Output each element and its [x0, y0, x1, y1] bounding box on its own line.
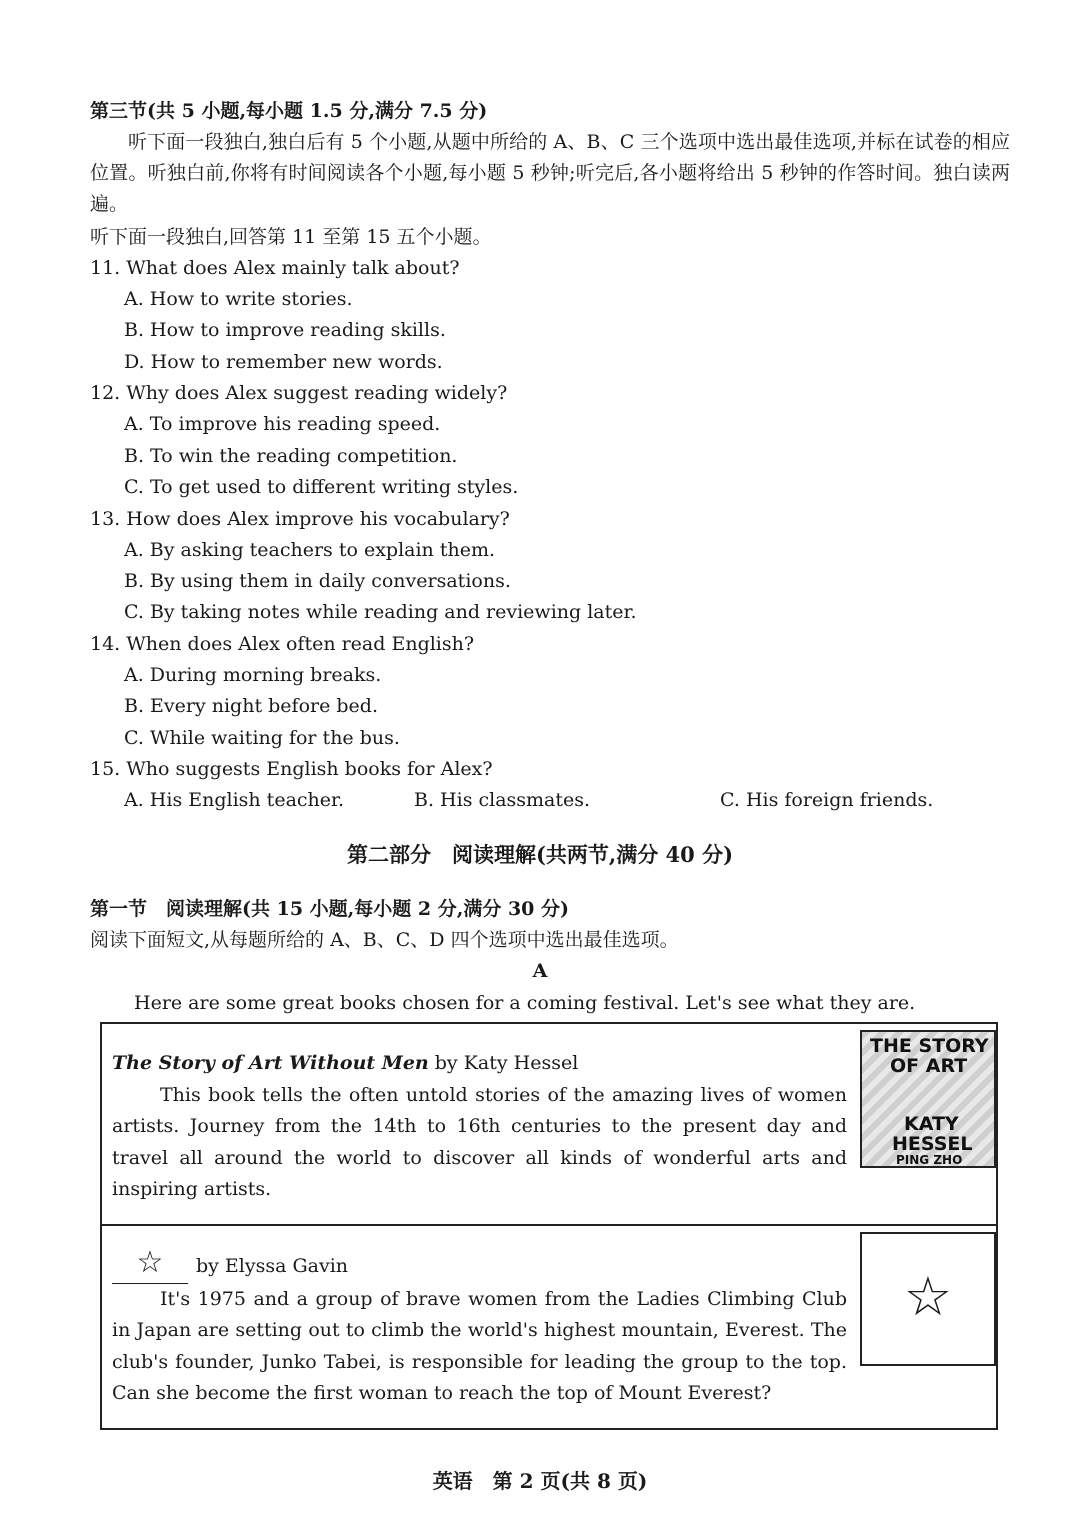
section-prompt: 阅读下面短文,从每题所给的 A、B、C、D 四个选项中选出最佳选项。: [90, 929, 679, 951]
book-description: This book tells the often untold stories of the amazing lives of women artists. Journey from the 14th to 16th centuries to the present day and travel all around the world to discover all kinds of wonderful arts and inspiring artists.: [112, 1083, 847, 1200]
answer-option: B. To win the reading competition.: [124, 445, 458, 467]
star-icon: ☆: [136, 1245, 164, 1280]
book-heading-line: [112, 1048, 847, 1080]
answer-option: A. During morning breaks.: [124, 664, 382, 686]
book-description-block: [112, 1246, 847, 1410]
star-icon: ☆: [903, 1265, 953, 1328]
answer-option: D. How to remember new words.: [124, 351, 443, 373]
book-cover: [860, 1030, 996, 1168]
listening-prompt: 听下面一段独白,回答第 11 至第 15 五个小题。: [90, 226, 492, 248]
page-footer: 英语 第 2 页(共 8 页): [432, 1469, 648, 1493]
section-instructions: 听下面一段独白,独白后有 5 个小题,从题中所给的 A、B、C 三个选项中选出最佳选项,并标在试卷的相应位置。听独白前,你将有时间阅读各个小题,每小题 5 秒钟;听完后,各小题将给出 5 秒钟的作答时间。独白读两遍。: [90, 131, 1010, 215]
book-description-block: [112, 1048, 847, 1206]
question-stem: 11. What does Alex mainly talk about?: [90, 257, 460, 279]
section-heading: 第三节(共 5 小题,每小题 1.5 分,满分 7.5 分): [90, 100, 488, 122]
passage-intro: Here are some great books chosen for a coming festival. Let's see what they are.: [134, 992, 916, 1014]
book-description: It's 1975 and a group of brave women from the Ladies Climbing Club in Japan are setting out to climb the world's highest mountain, Everest. The club's founder, Junko Tabei, is responsible for leading the group to the top. Can she become the first woman to reach the top of Mount Everest?: [112, 1287, 847, 1404]
book-title: The Story of Art Without Men: [112, 1052, 429, 1074]
question-stem: 14. When does Alex often read English?: [90, 633, 475, 655]
cover-title-line: OF ART: [890, 1055, 968, 1077]
book-entry: [100, 1022, 998, 1226]
star-title-blank: [112, 1246, 188, 1284]
question-stem: 15. Who suggests English books for Alex?: [90, 758, 493, 780]
answer-option: A. His English teacher.: [124, 789, 345, 811]
book-heading-line: [112, 1246, 847, 1284]
cover-illustrator-line: PING ZHO: [896, 1153, 963, 1167]
answer-option: A. To improve his reading speed.: [124, 413, 441, 435]
question-stem: 13. How does Alex improve his vocabulary?: [90, 508, 510, 530]
section-heading: 第一节 阅读理解(共 15 小题,每小题 2 分,满分 30 分): [90, 898, 569, 920]
answer-option: C. To get used to different writing styles.: [124, 476, 519, 498]
answer-option: B. How to improve reading skills.: [124, 319, 446, 341]
cover-title-line: THE STORY: [870, 1035, 989, 1057]
book-entry: [100, 1224, 998, 1430]
answer-option: B. By using them in daily conversations.: [124, 570, 511, 592]
passage-label: A: [532, 960, 548, 982]
answer-option: C. His foreign friends.: [720, 789, 934, 811]
answer-option: B. His classmates.: [414, 789, 591, 811]
answer-option: A. By asking teachers to explain them.: [124, 539, 496, 561]
cover-author-line: HESSEL: [892, 1133, 973, 1155]
answer-option: B. Every night before bed.: [124, 695, 378, 717]
answer-option: C. By taking notes while reading and reviewing later.: [124, 601, 637, 623]
answer-option: A. How to write stories.: [124, 288, 353, 310]
question-stem: 12. Why does Alex suggest reading widely?: [90, 382, 508, 404]
book-author: by Katy Hessel: [428, 1052, 579, 1074]
cover-author-line: KATY: [904, 1113, 959, 1135]
book-author: by Elyssa Gavin: [196, 1255, 349, 1277]
answer-option: C. While waiting for the bus.: [124, 727, 400, 749]
book-cover-placeholder: [860, 1232, 996, 1366]
part-title: 第二部分 阅读理解(共两节,满分 40 分): [346, 842, 734, 867]
